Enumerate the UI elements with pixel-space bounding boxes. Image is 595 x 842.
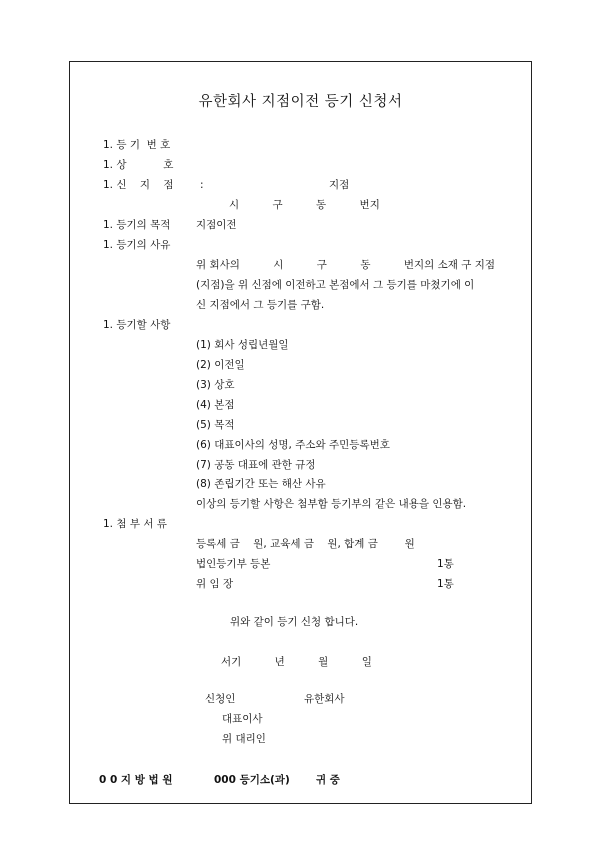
- item-purpose-label: 1. 등기의 목적: [103, 219, 171, 231]
- matters-entry: (2) 이전일: [196, 359, 245, 371]
- agent-label: 위 대리인: [222, 733, 266, 745]
- document-frame: [69, 61, 532, 804]
- item-new-branch-label: 1. 신 지 점: [103, 179, 174, 191]
- item-matters-label: 1. 등기할 사항: [103, 319, 171, 331]
- matters-entry: (5) 목적: [196, 419, 235, 431]
- matters-entry: (6) 대표이사의 성명, 주소와 주민등록번호: [196, 439, 390, 451]
- registry-office: 000 등기소(과): [214, 774, 290, 786]
- item-reason-label: 1. 등기의 사유: [103, 239, 171, 251]
- applicant-company-type: 유한회사: [304, 693, 345, 705]
- item-attachments-label: 1. 첨 부 서 류: [103, 518, 167, 530]
- matters-entry: (8) 존립기간 또는 해산 사유: [196, 478, 326, 490]
- item-registration-number-label: 1. 등 기 번 호: [103, 139, 171, 151]
- matters-entry: (3) 상호: [196, 379, 235, 391]
- attachment-doc-count: 1통: [437, 558, 454, 570]
- matters-entry: (1) 회사 성립년월일: [196, 339, 289, 351]
- attachment-doc-name: 법인등기부 등본: [196, 558, 271, 570]
- item-purpose-value: 지점이전: [196, 219, 237, 231]
- attachment-doc-name: 위 임 장: [196, 578, 234, 590]
- applicant-label: 신청인: [205, 693, 236, 705]
- new-branch-suffix: 지점: [329, 179, 350, 191]
- addressee-honorific: 귀 중: [316, 774, 340, 786]
- reason-line: 신 지점에서 그 등기를 구함.: [196, 299, 325, 311]
- matters-entry: (7) 공동 대표에 관한 규정: [196, 459, 316, 471]
- request-statement: 위와 같이 등기 신청 합니다.: [230, 616, 359, 628]
- item-trade-name-label: 1. 상 호: [103, 159, 174, 171]
- document-title: 유한회사 지점이전 등기 신청서: [198, 94, 403, 110]
- reason-line: (지점)을 위 신점에 이전하고 본점에서 그 등기를 마쳤기에 이: [196, 279, 475, 291]
- representative-director: 대표이사: [222, 713, 263, 725]
- reason-line: 위 회사의 시 구 동 번지의 소재 구 지점: [196, 259, 496, 271]
- matters-entry: (4) 본점: [196, 399, 235, 411]
- date-line: 서기 년 월 일: [221, 656, 372, 668]
- attachment-fees: 등록세 금 원, 교육세 금 원, 합계 금 원: [196, 538, 415, 550]
- matters-summary: 이상의 등기할 사항은 첨부함 등기부의 같은 내용을 인용함.: [196, 498, 467, 510]
- attachment-doc-count: 1통: [437, 578, 454, 590]
- new-branch-address: 시 구 동 번지: [229, 199, 380, 211]
- court-name: 0 0 지 방 법 원: [99, 774, 173, 786]
- new-branch-colon: :: [200, 179, 204, 191]
